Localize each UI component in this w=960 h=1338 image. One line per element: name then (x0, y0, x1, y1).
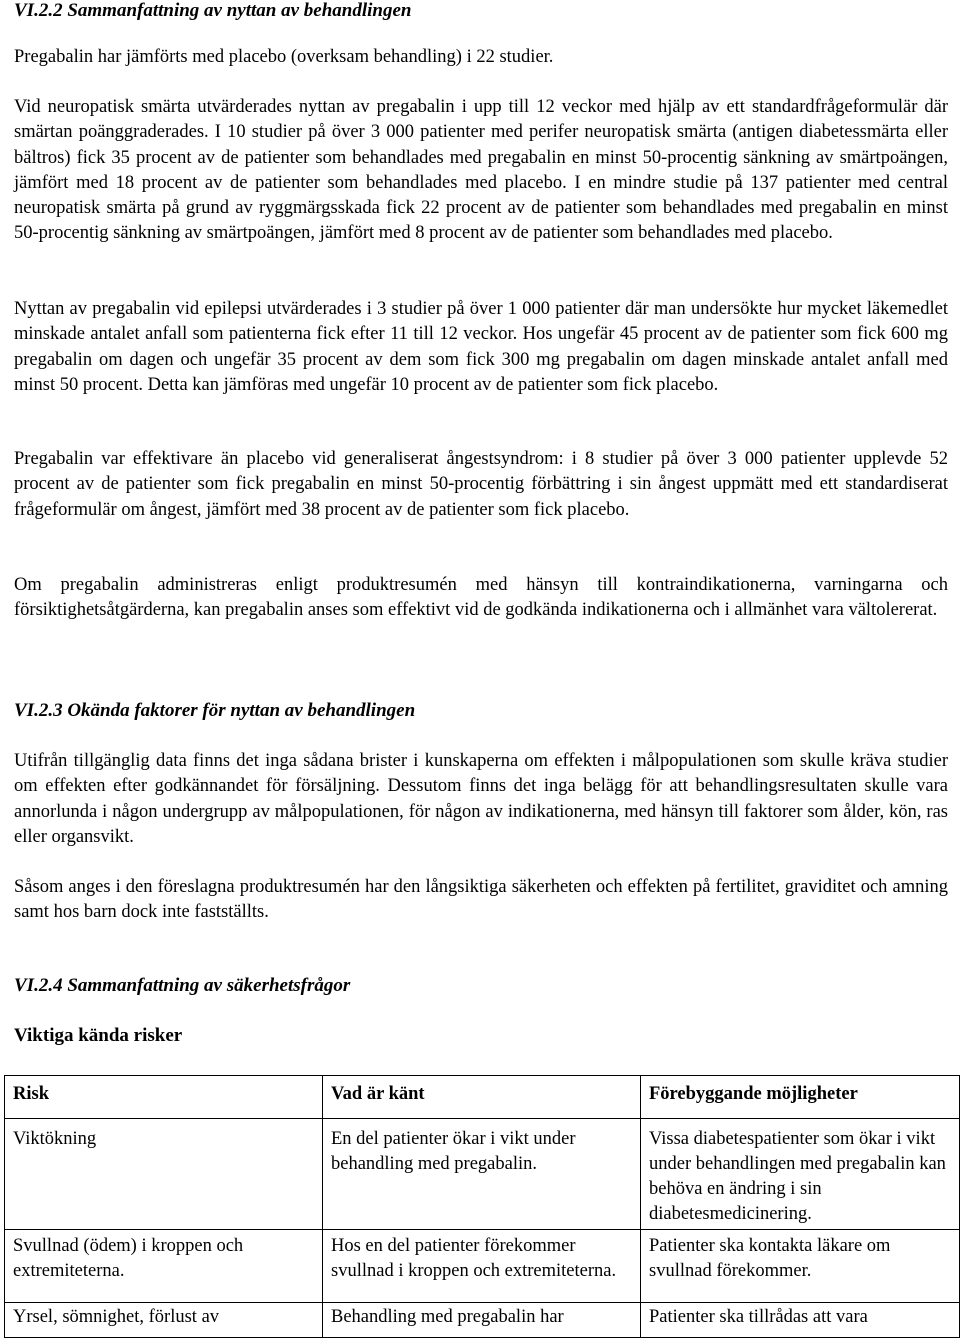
table-cell: En del patienter ökar i vikt under behandling med pregabalin. (323, 1119, 641, 1230)
subheading-known-risks: Viktiga kända risker (14, 1025, 183, 1046)
table-cell: Behandling med pregabalin har (323, 1303, 641, 1338)
table-row (5, 1230, 960, 1303)
paragraph-anxiety: Pregabalin var effektivare än placebo vid generaliserat ångestsyndrom: i 8 studier på över 3 000 patienter upplevde 52 procent av de patienter som fick pregabalin en minst 50-procentig förbättring i sin ångest uppmätt med ett standardiserat frågeformulär om ångest, jämfört med 38 procent av de patienter som fick placebo. (14, 449, 948, 520)
paragraph-long-term-safety: Såsom anges i den föreslagna produktresumén har den långsiktiga säkerheten och effekten på fertilitet, graviditet och amning samt hos barn dock inte fastställts. (14, 877, 948, 923)
column-header-risk: Risk (5, 1076, 323, 1119)
table-cell: Patienter ska kontakta läkare om svullnad förekommer. (641, 1230, 960, 1303)
table-cell: Viktökning (5, 1119, 323, 1230)
table-cell: Patienter ska tillrådas att vara (641, 1303, 960, 1338)
table-row (5, 1119, 960, 1230)
paragraph-knowledge-gaps: Utifrån tillgänglig data finns det inga sådana brister i kunskaperna om effekten i målpopulationen som skulle kräva studier om effekten efter godkännandet för försäljning. Dessutom finns det inga belägg för att behandlingsresultaten skulle vara annorlunda i någon undergrupp av målpopulationen, för någon av indikationerna, med hänsyn till faktorer som ålder, kön, ras eller organsvikt. (14, 751, 948, 847)
section-heading-vi24: VI.2.4 Sammanfattning av säkerhetsfrågor (14, 975, 351, 996)
risk-table (4, 1075, 960, 1338)
table-header-row (5, 1076, 960, 1119)
column-header-prevention: Förebyggande möjligheter (641, 1076, 960, 1119)
paragraph-overall-benefit: Om pregabalin administreras enligt produktresumén med hänsyn till kontraindikationerna, varningarna och försiktighetsåtgärderna, kan pregabalin anses som effektivt vid de godkända indikationerna och i allmänhet vara vältolererat. (14, 575, 948, 621)
table-cell: Hos en del patienter förekommer svullnad i kroppen och extremiteterna. (323, 1230, 641, 1303)
paragraph-placebo-comparison: Pregabalin har jämförts med placebo (overksam behandling) i 22 studier. (14, 47, 554, 67)
paragraph-epilepsy: Nyttan av pregabalin vid epilepsi utvärderades i 3 studier på över 1 000 patienter där man undersökte hur mycket läkemedlet minskade antalet anfall som patienterna fick efter 11 till 12 veckor. Hos ungefär 45 procent av de patienter som fick 600 mg pregabalin om dagen och ungefär 35 procent av dem som fick 300 mg pregabalin om dagen minskade antalet anfall med minst 50 procent. Detta kan jämföras med ungefär 10 procent av de patienter som fick placebo. (14, 299, 948, 395)
table-cell: Vissa diabetespatienter som ökar i vikt under behandlingen med pregabalin kan behöva en ändring i sin diabetesmedicinering. (641, 1119, 960, 1230)
section-heading-vi23: VI.2.3 Okända faktorer för nyttan av behandlingen (14, 700, 416, 721)
table-cell: Yrsel, sömnighet, förlust av (5, 1303, 323, 1338)
column-header-known: Vad är känt (323, 1076, 641, 1119)
table-cell: Svullnad (ödem) i kroppen och extremiteterna. (5, 1230, 323, 1303)
paragraph-neuropathic-pain: Vid neuropatisk smärta utvärderades nyttan av pregabalin i upp till 12 veckor med hjälp av ett standardfrågeformulär där smärtan poänggraderades. I 10 studier på över 3 000 patienter med perifer neuropatisk smärta (antigen diabetessmärta eller bältros) fick 35 procent av de patienter som behandlades med pregabalin en minst 50-procentig sänkning av smärtpoängen, jämfört med 18 procent av de patienter som behandlades med placebo. I en mindre studie på 137 patienter med central neuropatisk smärta på grund av ryggmärgsskada fick 22 procent av de patienter som behandlades med pregabalin en minst 50-procentig sänkning av smärtpoängen, jämfört med 8 procent av de patienter som behandlades med placebo. (14, 97, 948, 244)
table-row (5, 1303, 960, 1338)
section-heading-vi22: VI.2.2 Sammanfattning av nyttan av behandlingen (14, 0, 412, 21)
